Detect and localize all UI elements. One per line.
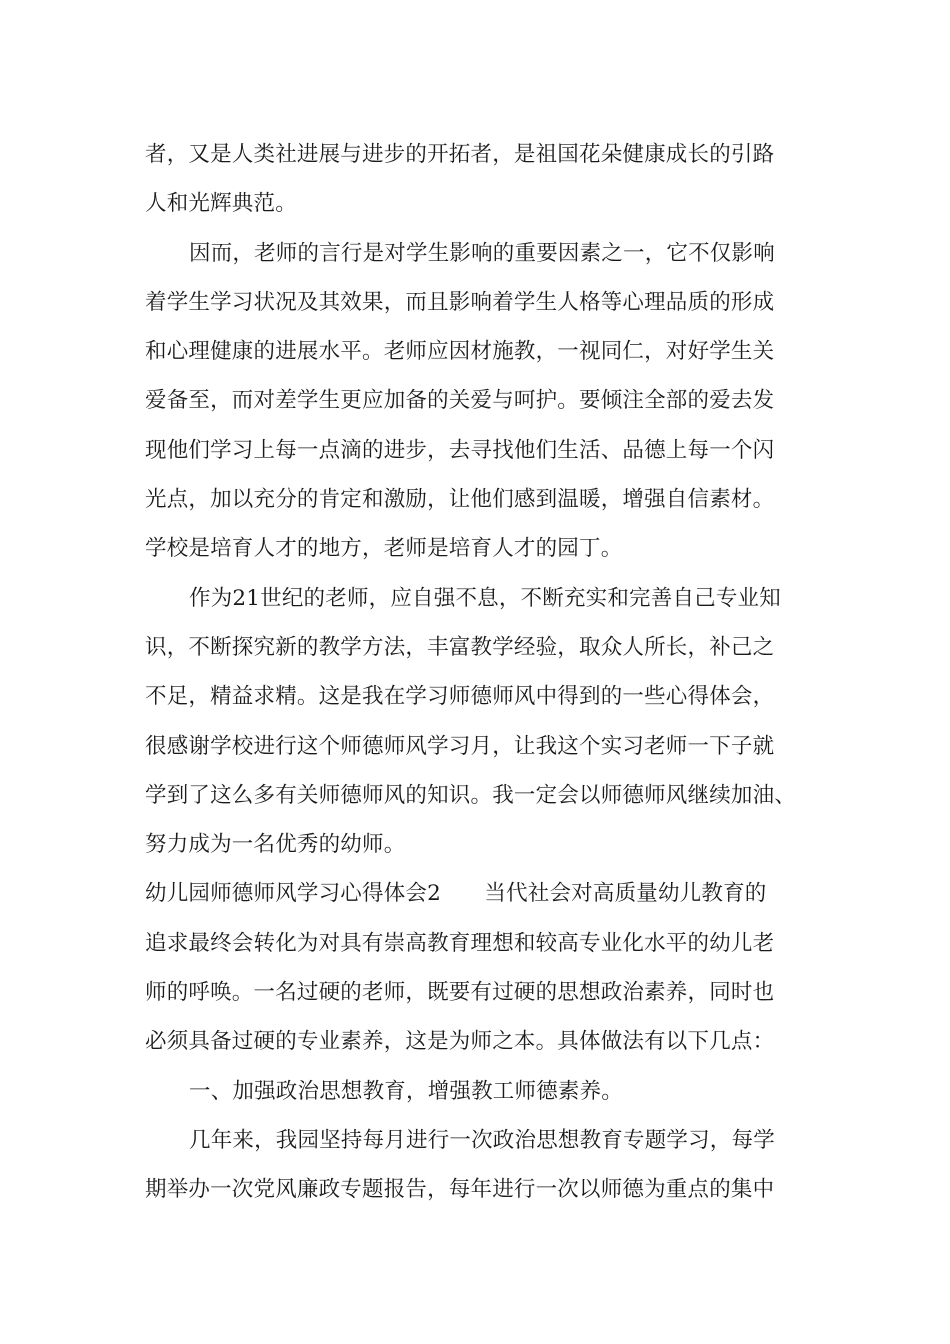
- text-line: 作为21世纪的老师，应自强不息，不断充实和完善自己专业知: [189, 585, 781, 611]
- text-line: 努力成为一名优秀的幼师。: [145, 832, 406, 858]
- text-line: 爱备至，而对差学生更应加备的关爱与呵护。要倾注全部的爱去发: [145, 388, 775, 414]
- text-line: 不足，精益求精。这是我在学习师德师风中得到的一些心得体会，: [145, 684, 775, 710]
- text-line: 现他们学习上每一点滴的进步，去寻找他们生活、品德上每一个闪: [145, 437, 775, 463]
- section-heading-line: 幼儿园师德师风学习心得体会2 当代社会对高质量幼儿教育的: [145, 881, 767, 907]
- text-line: 很感谢学校进行这个师德师风学习月，让我这个实习老师一下子就: [145, 733, 775, 759]
- text-line: 期举办一次党风廉政专题报告，每年进行一次以师德为重点的集中: [145, 1177, 775, 1203]
- text-line: 追求最终会转化为对具有崇高教育理想和较高专业化水平的幼儿老: [145, 930, 775, 956]
- text-line: 因而，老师的言行是对学生影响的重要因素之一，它不仅影响: [189, 240, 775, 266]
- text-line: 学校是培育人才的地方，老师是培育人才的园丁。: [145, 536, 623, 562]
- text-line: 必须具备过硬的专业素养，这是为师之本。具体做法有以下几点：: [145, 1029, 775, 1055]
- text-line: 识，不断探究新的教学方法，丰富教学经验，取众人所长，补己之: [145, 634, 775, 660]
- text-line: 几年来，我园坚持每月进行一次政治思想教育专题学习，每学: [189, 1127, 775, 1153]
- text-line: 人和光辉典范。: [145, 191, 297, 217]
- text-line: 师的呼唤。一名过硬的老师，既要有过硬的思想政治素养，同时也: [145, 980, 775, 1006]
- document-body: [145, 130, 825, 1215]
- text-line: 者，又是人类社进展与进步的开拓者，是祖国花朵健康成长的引路: [145, 142, 775, 167]
- text-line: 和心理健康的进展水平。老师应因材施教，一视同仁，对好学生关: [145, 339, 775, 365]
- text-line: 着学生学习状况及其效果，而且影响着学生人格等心理品质的形成: [145, 289, 775, 315]
- text-line: 学到了这么多有关师德师风的知识。我一定会以师德师风继续加油、: [145, 782, 797, 808]
- text-line: 光点，加以充分的肯定和激励，让他们感到温暖，增强自信素材。: [145, 487, 775, 513]
- numbered-point-line: 一、加强政治思想教育，增强教工师德素养。: [189, 1078, 624, 1104]
